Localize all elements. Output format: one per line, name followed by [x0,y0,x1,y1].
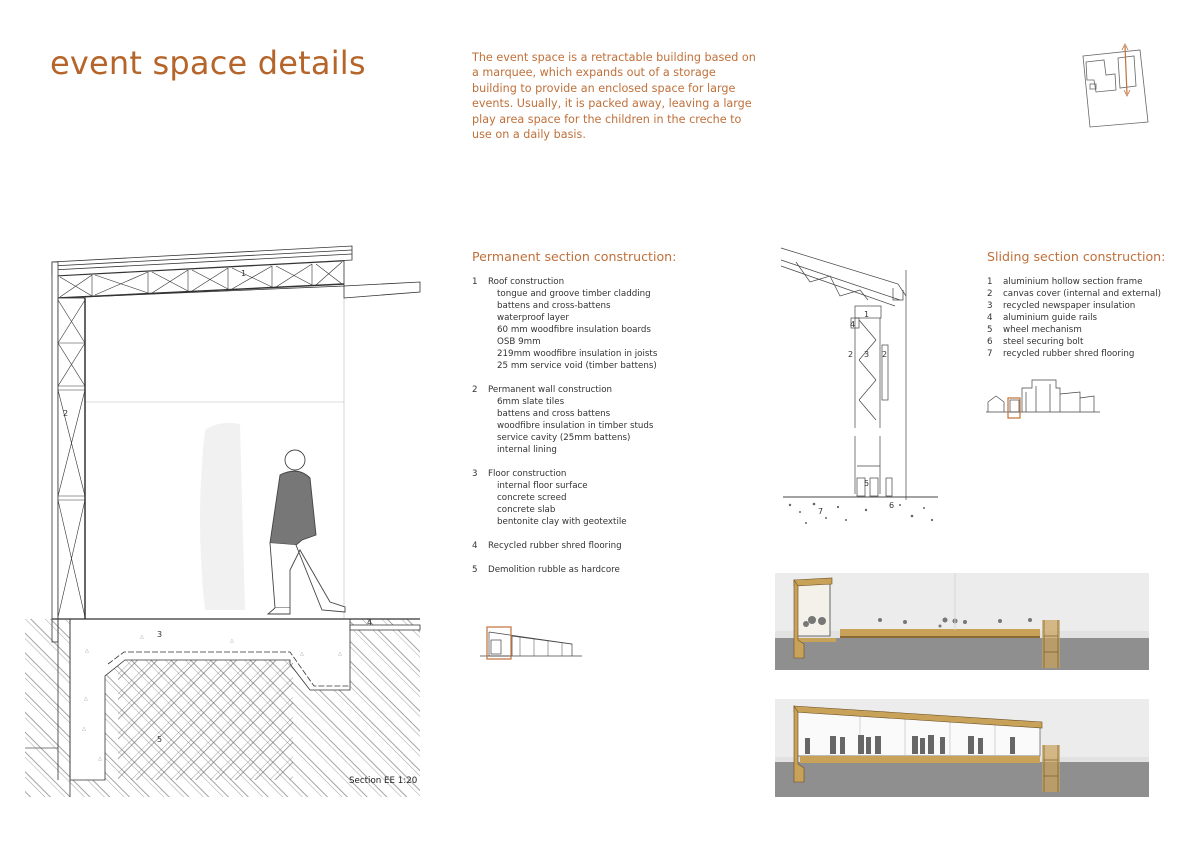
render-extended [775,699,1149,797]
sliding-label-3: 3 [864,350,870,359]
permanent-group-4: 4 Recycled rubber shred flooring [472,541,622,551]
label-3: 3 [157,630,163,639]
permanent-heading: Permanent section construction: [472,249,677,264]
svg-text:△: △ [338,651,342,657]
svg-text:△: △ [82,726,86,732]
section-caption: Section EE 1:20 [349,776,418,786]
render-retracted [775,573,1149,670]
sliding-label-4: 4 [850,320,856,329]
svg-text:△: △ [140,634,144,640]
permanent-group-1: 1 Roof construction tongue and groove timber cladding battens and cross-battens waterproof layer 60 mm woodfibre insulation boards OSB 9mm 219mm woodfibre insulation in joists 25 mm service void (timber battens) [472,277,658,371]
svg-text:△: △ [85,648,89,654]
label-1: 1 [241,269,247,278]
sliding-item: 6 steel securing bolt [987,337,1084,347]
svg-text:△: △ [84,696,88,702]
sliding-item: 4 aluminium guide rails [987,313,1098,323]
svg-text:△: △ [300,651,304,657]
permanent-group-3: 3 Floor construction internal floor surface concrete screed concrete slab bentonite clay with geotextile [472,469,627,527]
sliding-label-2b: 2 [882,350,888,359]
sliding-label-7: 7 [818,507,824,516]
sliding-item: 1 aluminium hollow section frame [987,277,1143,287]
svg-text:△: △ [98,756,102,762]
label-2: 2 [63,409,69,418]
label-4: 4 [367,618,373,627]
permanent-group-5: 5 Demolition rubble as hardcore [472,565,620,575]
svg-text:△: △ [230,638,234,644]
sliding-item: 5 wheel mechanism [987,325,1082,335]
sliding-label-1: 1 [864,310,870,319]
sliding-item: 2 canvas cover (internal and external) [987,289,1161,299]
permanent-group-2: 2 Permanent wall construction 6mm slate tiles battens and cross battens woodfibre insulation in timber studs service cavity (25mm battens) internal lining [472,385,654,455]
sliding-label-6: 6 [889,501,895,510]
page-title: event space details [50,44,366,82]
sliding-label-2a: 2 [848,350,854,359]
sliding-item: 7 recycled rubber shred flooring [987,349,1135,359]
sliding-label-5: 5 [864,479,870,488]
intro-paragraph: The event space is a retractable building based on a marquee, which expands out of a storage building to provide an enclosed space for large events. Usually, it is packed away, leaving a large play area space for the children in the creche to use on a daily basis. [472,51,756,142]
sliding-heading: Sliding section construction: [987,249,1166,264]
label-5: 5 [157,735,163,744]
sliding-item: 3 recycled newspaper insulation [987,301,1136,311]
